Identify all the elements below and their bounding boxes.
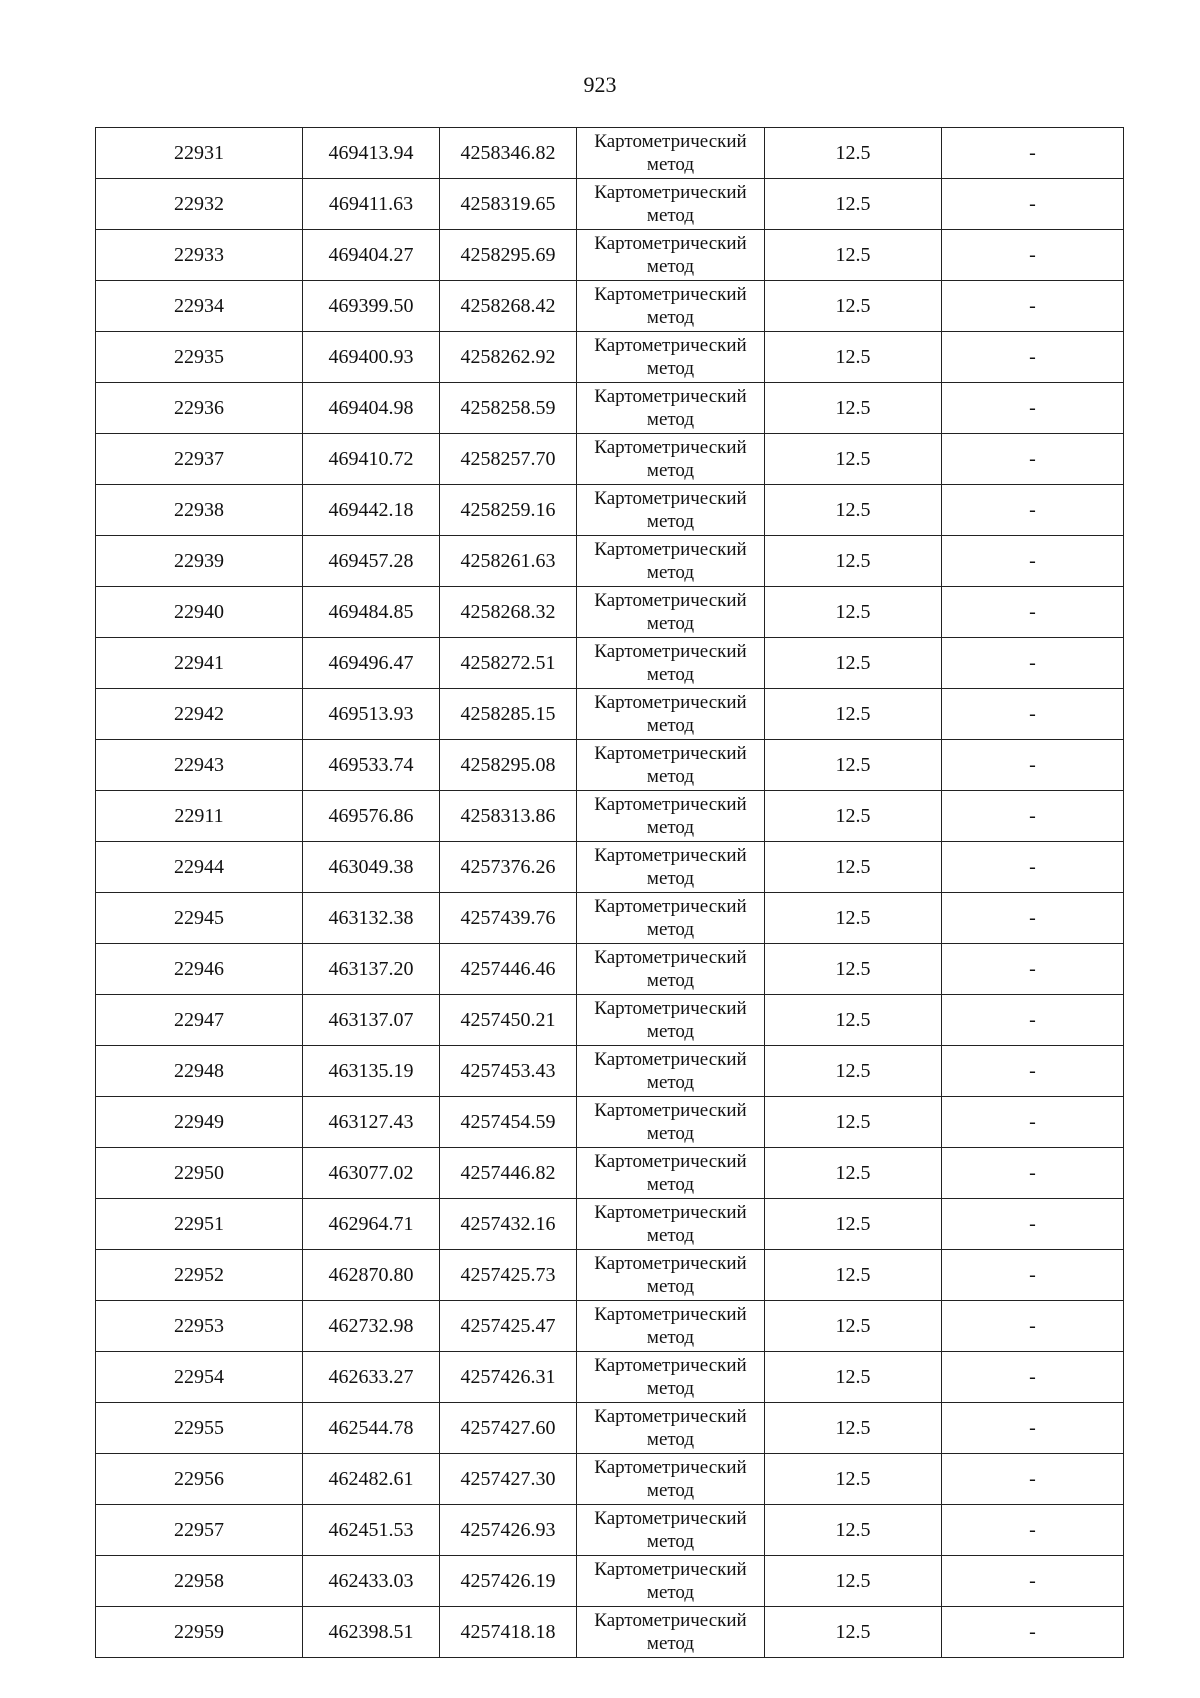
table-row <box>96 689 1124 740</box>
y-coordinate-cell: 4257427.60 <box>440 1403 577 1454</box>
accuracy-cell: 12.5 <box>765 944 942 995</box>
y-coordinate-cell: 4258285.15 <box>440 689 577 740</box>
x-coordinate-cell: 469496.47 <box>303 638 440 689</box>
method-line-2: метод <box>646 919 695 940</box>
point-id-cell: 22957 <box>96 1505 303 1556</box>
accuracy-cell: 12.5 <box>765 1250 942 1301</box>
accuracy-cell: 12.5 <box>765 1607 942 1658</box>
method-line-1: Картометрический <box>594 1508 747 1529</box>
method-cell <box>577 1250 765 1301</box>
note-cell: - <box>942 485 1124 536</box>
y-coordinate-cell: 4258261.63 <box>440 536 577 587</box>
x-coordinate-cell: 462732.98 <box>303 1301 440 1352</box>
accuracy-cell: 12.5 <box>765 1097 942 1148</box>
method-line-1: Картометрический <box>594 539 747 560</box>
method-line-1: Картометрический <box>594 641 747 662</box>
note-cell: - <box>942 689 1124 740</box>
y-coordinate-cell: 4257426.93 <box>440 1505 577 1556</box>
method-cell <box>577 689 765 740</box>
note-cell: - <box>942 1556 1124 1607</box>
table-row <box>96 1403 1124 1454</box>
coordinates-table <box>95 127 1124 1658</box>
method-line-1: Картометрический <box>594 743 747 764</box>
x-coordinate-cell: 462451.53 <box>303 1505 440 1556</box>
point-id-cell: 22946 <box>96 944 303 995</box>
x-coordinate-cell: 462964.71 <box>303 1199 440 1250</box>
method-line-2: метод <box>646 256 695 277</box>
note-cell: - <box>942 1097 1124 1148</box>
table-row <box>96 1097 1124 1148</box>
x-coordinate-cell: 469404.98 <box>303 383 440 434</box>
point-id-cell: 22959 <box>96 1607 303 1658</box>
note-cell: - <box>942 536 1124 587</box>
x-coordinate-cell: 469576.86 <box>303 791 440 842</box>
point-id-cell: 22911 <box>96 791 303 842</box>
x-coordinate-cell: 469457.28 <box>303 536 440 587</box>
method-cell <box>577 1505 765 1556</box>
table-row <box>96 1199 1124 1250</box>
accuracy-cell: 12.5 <box>765 740 942 791</box>
note-cell: - <box>942 1454 1124 1505</box>
note-cell: - <box>942 179 1124 230</box>
method-line-2: метод <box>646 1429 695 1450</box>
y-coordinate-cell: 4257376.26 <box>440 842 577 893</box>
y-coordinate-cell: 4258346.82 <box>440 128 577 179</box>
point-id-cell: 22934 <box>96 281 303 332</box>
method-cell <box>577 791 765 842</box>
note-cell: - <box>942 1199 1124 1250</box>
method-line-2: метод <box>646 1021 695 1042</box>
method-line-2: метод <box>646 1123 695 1144</box>
table-row <box>96 281 1124 332</box>
x-coordinate-cell: 463137.20 <box>303 944 440 995</box>
method-line-2: метод <box>646 766 695 787</box>
table-row <box>96 1148 1124 1199</box>
point-id-cell: 22935 <box>96 332 303 383</box>
method-line-1: Картометрический <box>594 1049 747 1070</box>
method-line-1: Картометрический <box>594 1559 747 1580</box>
method-line-1: Картометрический <box>594 1610 747 1631</box>
note-cell: - <box>942 1505 1124 1556</box>
accuracy-cell: 12.5 <box>765 179 942 230</box>
table-row <box>96 1301 1124 1352</box>
method-cell <box>577 842 765 893</box>
method-line-1: Картометрический <box>594 794 747 815</box>
y-coordinate-cell: 4257426.19 <box>440 1556 577 1607</box>
method-line-1: Картометрический <box>594 182 747 203</box>
table-row <box>96 128 1124 179</box>
point-id-cell: 22952 <box>96 1250 303 1301</box>
coordinates-table-body <box>96 128 1124 1658</box>
y-coordinate-cell: 4258268.32 <box>440 587 577 638</box>
x-coordinate-cell: 462544.78 <box>303 1403 440 1454</box>
method-line-1: Картометрический <box>594 1253 747 1274</box>
accuracy-cell: 12.5 <box>765 434 942 485</box>
accuracy-cell: 12.5 <box>765 1148 942 1199</box>
note-cell: - <box>942 1607 1124 1658</box>
page-number: 923 <box>583 72 617 97</box>
method-line-2: метод <box>646 1225 695 1246</box>
method-line-1: Картометрический <box>594 590 747 611</box>
accuracy-cell: 12.5 <box>765 485 942 536</box>
y-coordinate-cell: 4257453.43 <box>440 1046 577 1097</box>
method-line-1: Картометрический <box>594 437 747 458</box>
x-coordinate-cell: 469404.27 <box>303 230 440 281</box>
method-line-1: Картометрический <box>594 947 747 968</box>
method-line-1: Картометрический <box>594 386 747 407</box>
table-row <box>96 791 1124 842</box>
method-cell <box>577 893 765 944</box>
method-cell <box>577 179 765 230</box>
point-id-cell: 22936 <box>96 383 303 434</box>
method-line-2: метод <box>646 409 695 430</box>
note-cell: - <box>942 995 1124 1046</box>
method-cell <box>577 1403 765 1454</box>
note-cell: - <box>942 332 1124 383</box>
table-row <box>96 1250 1124 1301</box>
note-cell: - <box>942 281 1124 332</box>
y-coordinate-cell: 4258295.69 <box>440 230 577 281</box>
method-cell <box>577 1199 765 1250</box>
method-line-2: метод <box>646 664 695 685</box>
method-line-2: метод <box>646 1072 695 1093</box>
method-line-1: Картометрический <box>594 1100 747 1121</box>
point-id-cell: 22932 <box>96 179 303 230</box>
accuracy-cell: 12.5 <box>765 128 942 179</box>
method-line-1: Картометрический <box>594 1202 747 1223</box>
table-row <box>96 1454 1124 1505</box>
table-row <box>96 230 1124 281</box>
accuracy-cell: 12.5 <box>765 1046 942 1097</box>
method-line-2: метод <box>646 715 695 736</box>
table-row <box>96 1505 1124 1556</box>
note-cell: - <box>942 1403 1124 1454</box>
point-id-cell: 22951 <box>96 1199 303 1250</box>
accuracy-cell: 12.5 <box>765 587 942 638</box>
accuracy-cell: 12.5 <box>765 1505 942 1556</box>
y-coordinate-cell: 4257426.31 <box>440 1352 577 1403</box>
y-coordinate-cell: 4257425.47 <box>440 1301 577 1352</box>
method-line-2: метод <box>646 1531 695 1552</box>
accuracy-cell: 12.5 <box>765 332 942 383</box>
note-cell: - <box>942 1352 1124 1403</box>
method-line-1: Картометрический <box>594 1304 747 1325</box>
accuracy-cell: 12.5 <box>765 689 942 740</box>
method-line-2: метод <box>646 358 695 379</box>
point-id-cell: 22953 <box>96 1301 303 1352</box>
y-coordinate-cell: 4258272.51 <box>440 638 577 689</box>
method-cell <box>577 281 765 332</box>
y-coordinate-cell: 4258268.42 <box>440 281 577 332</box>
method-line-1: Картометрический <box>594 488 747 509</box>
accuracy-cell: 12.5 <box>765 536 942 587</box>
method-line-2: метод <box>646 613 695 634</box>
x-coordinate-cell: 463135.19 <box>303 1046 440 1097</box>
y-coordinate-cell: 4258295.08 <box>440 740 577 791</box>
accuracy-cell: 12.5 <box>765 638 942 689</box>
method-line-2: метод <box>646 154 695 175</box>
method-cell <box>577 230 765 281</box>
method-line-2: метод <box>646 1327 695 1348</box>
x-coordinate-cell: 463132.38 <box>303 893 440 944</box>
note-cell: - <box>942 1301 1124 1352</box>
y-coordinate-cell: 4258258.59 <box>440 383 577 434</box>
x-coordinate-cell: 469399.50 <box>303 281 440 332</box>
method-line-2: метод <box>646 460 695 481</box>
point-id-cell: 22955 <box>96 1403 303 1454</box>
x-coordinate-cell: 463077.02 <box>303 1148 440 1199</box>
x-coordinate-cell: 469442.18 <box>303 485 440 536</box>
method-cell <box>577 1046 765 1097</box>
method-line-2: метод <box>646 307 695 328</box>
note-cell: - <box>942 638 1124 689</box>
point-id-cell: 22947 <box>96 995 303 1046</box>
y-coordinate-cell: 4258257.70 <box>440 434 577 485</box>
table-row <box>96 893 1124 944</box>
accuracy-cell: 12.5 <box>765 1403 942 1454</box>
accuracy-cell: 12.5 <box>765 1556 942 1607</box>
y-coordinate-cell: 4257425.73 <box>440 1250 577 1301</box>
method-line-1: Картометрический <box>594 131 747 152</box>
x-coordinate-cell: 469533.74 <box>303 740 440 791</box>
method-cell <box>577 332 765 383</box>
point-id-cell: 22938 <box>96 485 303 536</box>
y-coordinate-cell: 4257427.30 <box>440 1454 577 1505</box>
note-cell: - <box>942 842 1124 893</box>
point-id-cell: 22944 <box>96 842 303 893</box>
method-line-2: метод <box>646 817 695 838</box>
table-row <box>96 1607 1124 1658</box>
note-cell: - <box>942 128 1124 179</box>
table-row <box>96 179 1124 230</box>
point-id-cell: 22933 <box>96 230 303 281</box>
accuracy-cell: 12.5 <box>765 842 942 893</box>
x-coordinate-cell: 462482.61 <box>303 1454 440 1505</box>
table-row <box>96 638 1124 689</box>
point-id-cell: 22949 <box>96 1097 303 1148</box>
accuracy-cell: 12.5 <box>765 383 942 434</box>
note-cell: - <box>942 587 1124 638</box>
x-coordinate-cell: 469413.94 <box>303 128 440 179</box>
y-coordinate-cell: 4257418.18 <box>440 1607 577 1658</box>
point-id-cell: 22954 <box>96 1352 303 1403</box>
note-cell: - <box>942 1250 1124 1301</box>
table-row <box>96 383 1124 434</box>
method-line-1: Картометрический <box>594 284 747 305</box>
method-cell <box>577 944 765 995</box>
note-cell: - <box>942 230 1124 281</box>
x-coordinate-cell: 462398.51 <box>303 1607 440 1658</box>
method-line-2: метод <box>646 562 695 583</box>
x-coordinate-cell: 469400.93 <box>303 332 440 383</box>
point-id-cell: 22948 <box>96 1046 303 1097</box>
note-cell: - <box>942 383 1124 434</box>
method-line-2: метод <box>646 1480 695 1501</box>
method-line-1: Картометрический <box>594 335 747 356</box>
y-coordinate-cell: 4257450.21 <box>440 995 577 1046</box>
method-cell <box>577 995 765 1046</box>
method-cell <box>577 1097 765 1148</box>
table-row <box>96 332 1124 383</box>
method-cell <box>577 1352 765 1403</box>
x-coordinate-cell: 462433.03 <box>303 1556 440 1607</box>
accuracy-cell: 12.5 <box>765 281 942 332</box>
table-row <box>96 587 1124 638</box>
y-coordinate-cell: 4257432.16 <box>440 1199 577 1250</box>
method-line-2: метод <box>646 1633 695 1654</box>
method-cell <box>577 1607 765 1658</box>
method-line-2: метод <box>646 1174 695 1195</box>
x-coordinate-cell: 463137.07 <box>303 995 440 1046</box>
table-row <box>96 740 1124 791</box>
note-cell: - <box>942 434 1124 485</box>
table-row <box>96 1046 1124 1097</box>
method-cell <box>577 638 765 689</box>
table-row <box>96 485 1124 536</box>
accuracy-cell: 12.5 <box>765 995 942 1046</box>
accuracy-cell: 12.5 <box>765 893 942 944</box>
note-cell: - <box>942 1046 1124 1097</box>
note-cell: - <box>942 791 1124 842</box>
accuracy-cell: 12.5 <box>765 1352 942 1403</box>
method-line-1: Картометрический <box>594 1457 747 1478</box>
method-line-2: метод <box>646 1378 695 1399</box>
x-coordinate-cell: 469410.72 <box>303 434 440 485</box>
method-line-2: метод <box>646 868 695 889</box>
point-id-cell: 22931 <box>96 128 303 179</box>
accuracy-cell: 12.5 <box>765 791 942 842</box>
method-line-2: метод <box>646 511 695 532</box>
x-coordinate-cell: 469411.63 <box>303 179 440 230</box>
method-line-1: Картометрический <box>594 1406 747 1427</box>
method-line-2: метод <box>646 970 695 991</box>
method-cell <box>577 383 765 434</box>
method-cell <box>577 1148 765 1199</box>
y-coordinate-cell: 4257454.59 <box>440 1097 577 1148</box>
note-cell: - <box>942 893 1124 944</box>
point-id-cell: 22950 <box>96 1148 303 1199</box>
point-id-cell: 22941 <box>96 638 303 689</box>
x-coordinate-cell: 469484.85 <box>303 587 440 638</box>
method-line-2: метод <box>646 1276 695 1297</box>
table-row <box>96 536 1124 587</box>
method-line-2: метод <box>646 1582 695 1603</box>
x-coordinate-cell: 462870.80 <box>303 1250 440 1301</box>
point-id-cell: 22940 <box>96 587 303 638</box>
point-id-cell: 22943 <box>96 740 303 791</box>
x-coordinate-cell: 462633.27 <box>303 1352 440 1403</box>
table-row <box>96 944 1124 995</box>
point-id-cell: 22942 <box>96 689 303 740</box>
method-line-1: Картометрический <box>594 896 747 917</box>
method-cell <box>577 536 765 587</box>
method-line-1: Картометрический <box>594 1355 747 1376</box>
accuracy-cell: 12.5 <box>765 1454 942 1505</box>
method-line-1: Картометрический <box>594 1151 747 1172</box>
accuracy-cell: 12.5 <box>765 230 942 281</box>
method-cell <box>577 128 765 179</box>
y-coordinate-cell: 4258262.92 <box>440 332 577 383</box>
point-id-cell: 22958 <box>96 1556 303 1607</box>
x-coordinate-cell: 463049.38 <box>303 842 440 893</box>
table-row <box>96 434 1124 485</box>
point-id-cell: 22956 <box>96 1454 303 1505</box>
y-coordinate-cell: 4258319.65 <box>440 179 577 230</box>
method-line-2: метод <box>646 205 695 226</box>
method-cell <box>577 740 765 791</box>
x-coordinate-cell: 469513.93 <box>303 689 440 740</box>
y-coordinate-cell: 4257439.76 <box>440 893 577 944</box>
table-row <box>96 995 1124 1046</box>
table-row <box>96 1352 1124 1403</box>
y-coordinate-cell: 4257446.46 <box>440 944 577 995</box>
method-cell <box>577 1454 765 1505</box>
x-coordinate-cell: 463127.43 <box>303 1097 440 1148</box>
point-id-cell: 22937 <box>96 434 303 485</box>
accuracy-cell: 12.5 <box>765 1301 942 1352</box>
method-cell <box>577 1556 765 1607</box>
method-line-1: Картометрический <box>594 998 747 1019</box>
method-line-1: Картометрический <box>594 233 747 254</box>
y-coordinate-cell: 4258313.86 <box>440 791 577 842</box>
point-id-cell: 22945 <box>96 893 303 944</box>
y-coordinate-cell: 4257446.82 <box>440 1148 577 1199</box>
y-coordinate-cell: 4258259.16 <box>440 485 577 536</box>
note-cell: - <box>942 1148 1124 1199</box>
method-line-1: Картометрический <box>594 845 747 866</box>
table-row <box>96 842 1124 893</box>
note-cell: - <box>942 944 1124 995</box>
table-row <box>96 1556 1124 1607</box>
note-cell: - <box>942 740 1124 791</box>
point-id-cell: 22939 <box>96 536 303 587</box>
accuracy-cell: 12.5 <box>765 1199 942 1250</box>
method-cell <box>577 587 765 638</box>
method-line-1: Картометрический <box>594 692 747 713</box>
method-cell <box>577 1301 765 1352</box>
method-cell <box>577 485 765 536</box>
method-cell <box>577 434 765 485</box>
